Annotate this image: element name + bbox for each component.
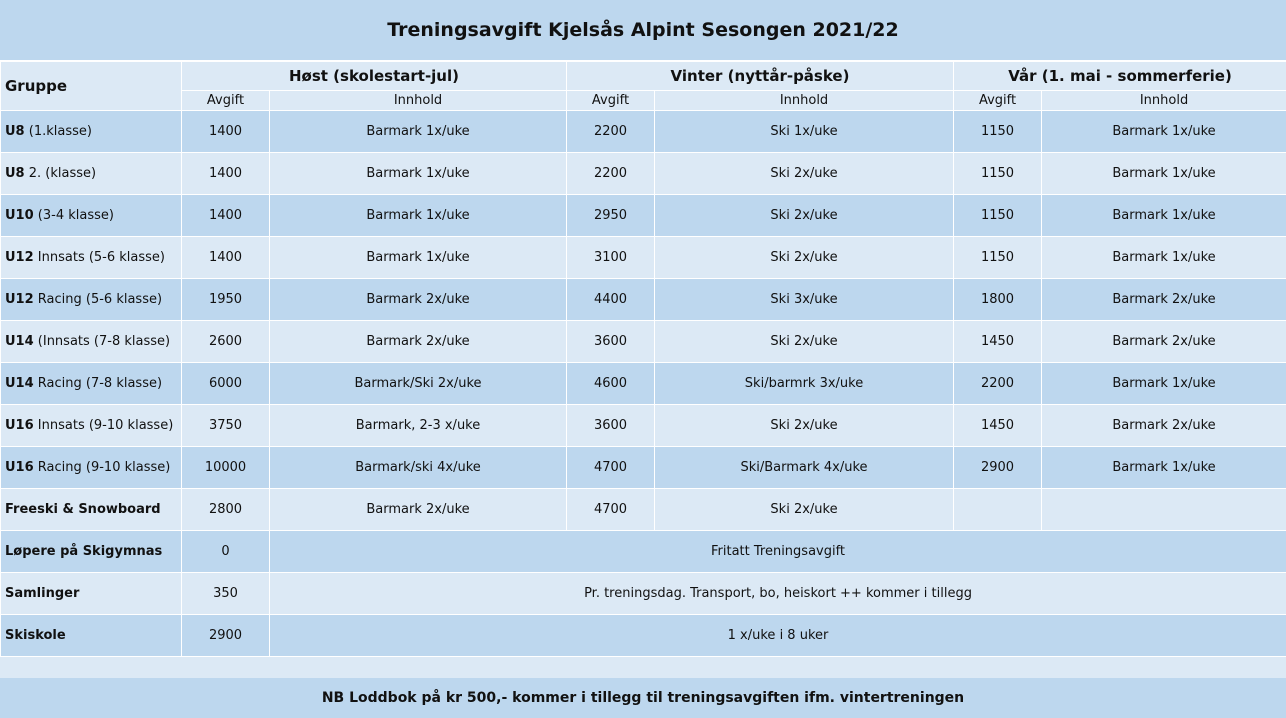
group-name (1, 573, 182, 615)
vinter-innhold: Ski 2x/uke (655, 489, 954, 531)
group-name (1, 321, 182, 363)
group-name-bold: U16 (5, 460, 34, 475)
host-innhold: Barmark/ski 4x/uke (270, 447, 567, 489)
host-avgift: 2600 (182, 321, 270, 363)
avgift-cell: 350 (182, 573, 270, 615)
var-innhold: Barmark 2x/uke (1042, 321, 1286, 363)
table-row (1, 531, 1286, 573)
var-avgift: 1150 (954, 195, 1042, 237)
vinter-avgift: 4700 (567, 489, 655, 531)
group-name-rest: 2. (klasse) (24, 166, 97, 181)
group-name (1, 531, 182, 573)
group-name (1, 153, 182, 195)
gruppe-header: Gruppe (1, 62, 182, 111)
avgift-header: Avgift (954, 91, 1042, 111)
host-innhold: Barmark, 2-3 x/uke (270, 405, 567, 447)
group-name (1, 111, 182, 153)
var-innhold: Barmark 1x/uke (1042, 111, 1286, 153)
vinter-innhold: Ski 1x/uke (655, 111, 954, 153)
avgift-cell: 0 (182, 531, 270, 573)
table-row (1, 321, 1286, 363)
vinter-avgift: 2200 (567, 153, 655, 195)
vinter-innhold: Ski 2x/uke (655, 237, 954, 279)
merged-note-cell: Pr. treningsdag. Transport, bo, heiskort ++ kommer i tillegg (270, 573, 1286, 615)
avgift-header: Avgift (182, 91, 270, 111)
host-innhold: Barmark 1x/uke (270, 237, 567, 279)
host-innhold: Barmark 2x/uke (270, 321, 567, 363)
group-name-rest: Innsats (9-10 klasse) (33, 418, 174, 433)
table-row (1, 573, 1286, 615)
group-name (1, 447, 182, 489)
var-avgift: 1450 (954, 321, 1042, 363)
host-avgift: 1400 (182, 195, 270, 237)
group-name (1, 195, 182, 237)
host-innhold: Barmark 1x/uke (270, 111, 567, 153)
spacer-row (0, 656, 1286, 678)
var-avgift: 1150 (954, 237, 1042, 279)
table-row (1, 447, 1286, 489)
vinter-avgift: 2200 (567, 111, 655, 153)
group-name-bold: U8 (5, 166, 25, 181)
vinter-avgift: 3100 (567, 237, 655, 279)
host-innhold: Barmark 2x/uke (270, 489, 567, 531)
table-row (1, 363, 1286, 405)
period-header-vinter: Vinter (nyttår-påske) (567, 62, 954, 91)
vinter-avgift: 3600 (567, 405, 655, 447)
host-avgift: 10000 (182, 447, 270, 489)
innhold-header: Innhold (1042, 91, 1286, 111)
vinter-avgift: 3600 (567, 321, 655, 363)
vinter-innhold: Ski 2x/uke (655, 405, 954, 447)
vinter-innhold: Ski 2x/uke (655, 321, 954, 363)
fee-table (0, 61, 1286, 657)
innhold-header: Innhold (270, 91, 567, 111)
vinter-innhold: Ski 2x/uke (655, 195, 954, 237)
host-innhold: Barmark 1x/uke (270, 195, 567, 237)
group-name (1, 405, 182, 447)
avgift-cell: 2900 (182, 615, 270, 657)
group-name-bold: U14 (5, 334, 34, 349)
var-innhold (1042, 489, 1286, 531)
table-row (1, 237, 1286, 279)
group-name-bold: U12 (5, 292, 34, 307)
var-avgift: 1800 (954, 279, 1042, 321)
group-name-bold: Løpere på Skigymnas (5, 544, 163, 559)
merged-note-cell: 1 x/uke i 8 uker (270, 615, 1286, 657)
vinter-avgift: 2950 (567, 195, 655, 237)
var-avgift: 2200 (954, 363, 1042, 405)
group-name (1, 489, 182, 531)
table-row (1, 615, 1286, 657)
group-name-rest: (1.klasse) (24, 124, 92, 139)
table-row (1, 153, 1286, 195)
group-name-bold: Skiskole (5, 628, 66, 643)
table-row (1, 195, 1286, 237)
period-header-var: Vår (1. mai - sommerferie) (954, 62, 1286, 91)
group-name-rest: Innsats (5-6 klasse) (33, 250, 166, 265)
group-name-bold: Freeski & Snowboard (5, 502, 161, 517)
vinter-avgift: 4600 (567, 363, 655, 405)
var-avgift: 1450 (954, 405, 1042, 447)
host-avgift: 1400 (182, 237, 270, 279)
table-row (1, 489, 1286, 531)
merged-note-cell: Fritatt Treningsavgift (270, 531, 1286, 573)
page-title: Treningsavgift Kjelsås Alpint Sesongen 2021/22 (0, 0, 1286, 61)
host-avgift: 3750 (182, 405, 270, 447)
vinter-innhold: Ski 3x/uke (655, 279, 954, 321)
group-name-rest: Racing (5-6 klasse) (33, 292, 163, 307)
var-avgift (954, 489, 1042, 531)
host-innhold: Barmark/Ski 2x/uke (270, 363, 567, 405)
group-name (1, 363, 182, 405)
var-innhold: Barmark 1x/uke (1042, 195, 1286, 237)
host-innhold: Barmark 1x/uke (270, 153, 567, 195)
var-innhold: Barmark 1x/uke (1042, 447, 1286, 489)
var-avgift: 2900 (954, 447, 1042, 489)
var-innhold: Barmark 1x/uke (1042, 153, 1286, 195)
group-name-rest: Racing (9-10 klasse) (33, 460, 171, 475)
group-name-bold: U8 (5, 124, 25, 139)
group-name-rest: (Innsats (7-8 klasse) (33, 334, 171, 349)
host-avgift: 6000 (182, 363, 270, 405)
group-name (1, 615, 182, 657)
host-avgift: 1400 (182, 111, 270, 153)
host-avgift: 1950 (182, 279, 270, 321)
vinter-innhold: Ski/barmrk 3x/uke (655, 363, 954, 405)
group-name-bold: U10 (5, 208, 34, 223)
group-name (1, 279, 182, 321)
group-name-rest: (3-4 klasse) (33, 208, 114, 223)
var-avgift: 1150 (954, 153, 1042, 195)
table-row (1, 405, 1286, 447)
var-innhold: Barmark 1x/uke (1042, 363, 1286, 405)
avgift-header: Avgift (567, 91, 655, 111)
table-row (1, 111, 1286, 153)
var-avgift: 1150 (954, 111, 1042, 153)
host-innhold: Barmark 2x/uke (270, 279, 567, 321)
host-avgift: 2800 (182, 489, 270, 531)
group-name-rest: Racing (7-8 klasse) (33, 376, 163, 391)
var-innhold: Barmark 1x/uke (1042, 237, 1286, 279)
footer-note: NB Loddbok på kr 500,- kommer i tillegg til treningsavgiften ifm. vintertreningen (0, 678, 1286, 718)
group-name (1, 237, 182, 279)
period-header-host: Høst (skolestart-jul) (182, 62, 567, 91)
vinter-innhold: Ski 2x/uke (655, 153, 954, 195)
table-row (1, 279, 1286, 321)
vinter-innhold: Ski/Barmark 4x/uke (655, 447, 954, 489)
group-name-bold: Samlinger (5, 586, 80, 601)
vinter-avgift: 4700 (567, 447, 655, 489)
var-innhold: Barmark 2x/uke (1042, 405, 1286, 447)
innhold-header: Innhold (655, 91, 954, 111)
group-name-bold: U16 (5, 418, 34, 433)
vinter-avgift: 4400 (567, 279, 655, 321)
group-name-bold: U14 (5, 376, 34, 391)
host-avgift: 1400 (182, 153, 270, 195)
group-name-bold: U12 (5, 250, 34, 265)
var-innhold: Barmark 2x/uke (1042, 279, 1286, 321)
